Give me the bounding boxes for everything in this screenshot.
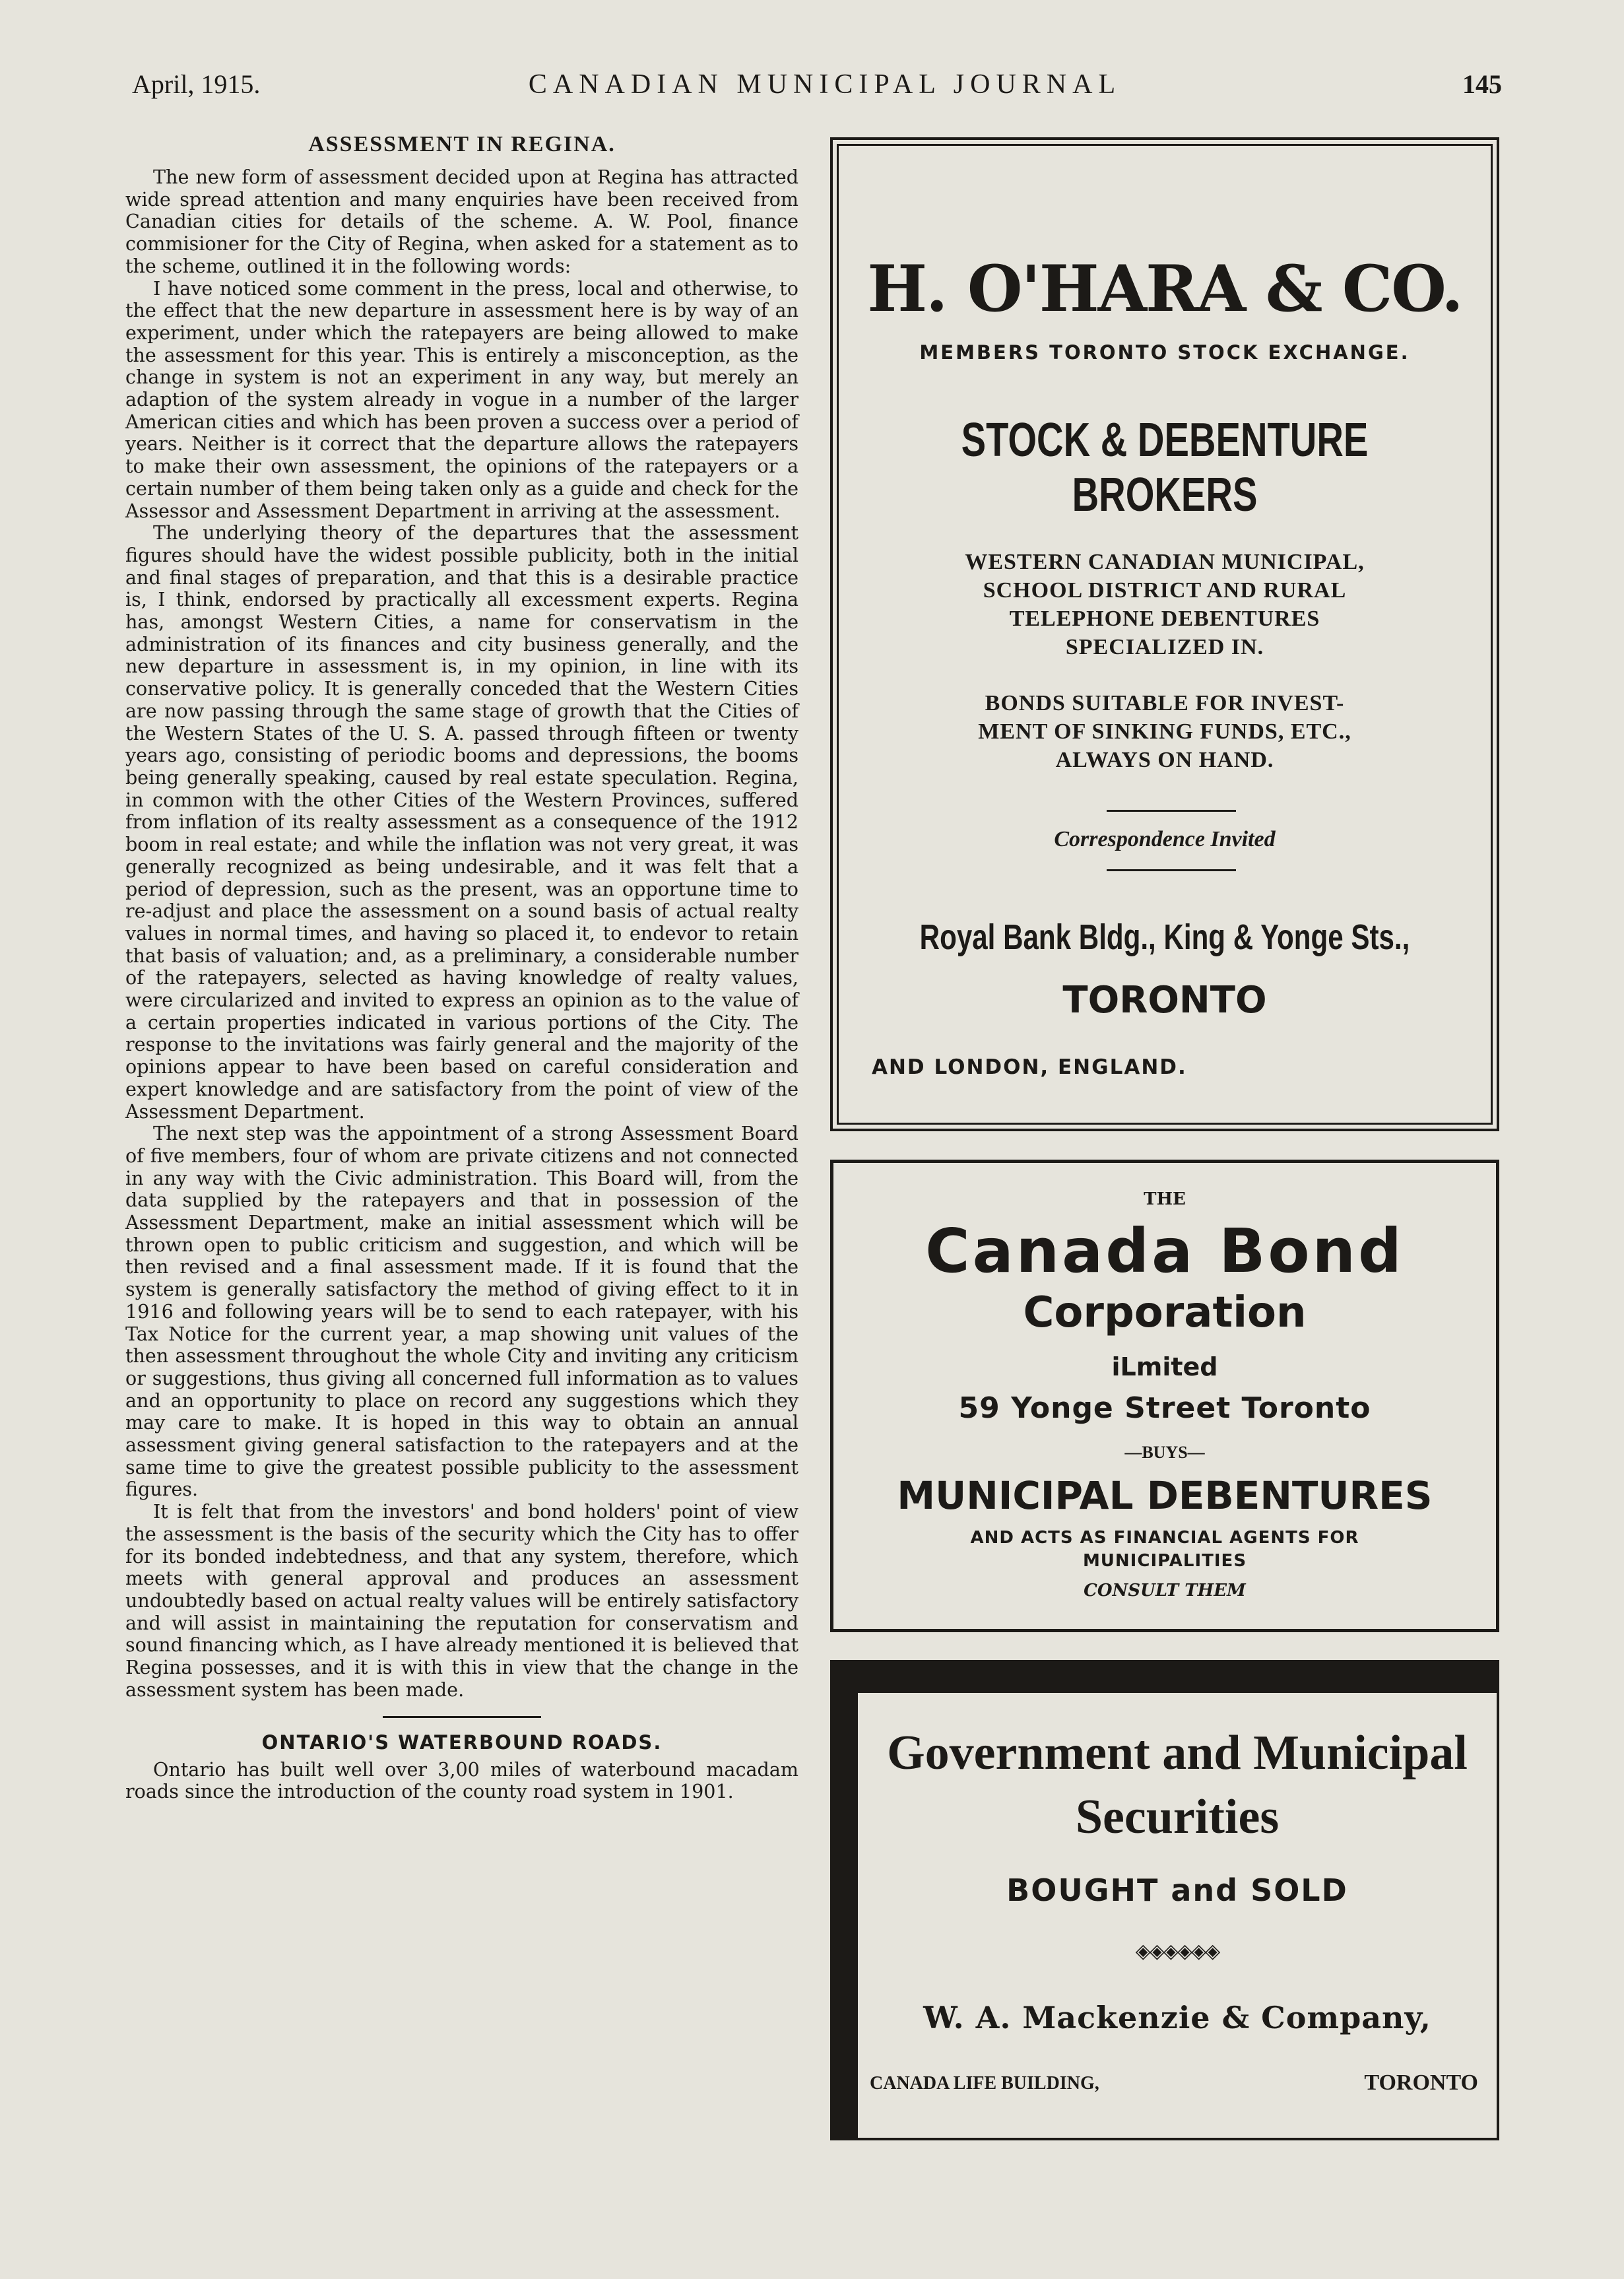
mackenzie-firm: W. A. Mackenzie & Company, <box>923 2000 1431 2035</box>
ohara-headline-1 <box>839 413 1491 467</box>
ohara-rule-top <box>1107 810 1236 812</box>
ohara-firm-name: H. O'HARA & CO. <box>867 251 1462 326</box>
article-paragraph: It is felt that from the investors' and bond holders' point of view the assessment is the basis of the security which the City has to offer for its bonded indebtedness, and that any system, therefore, which meets with general approval and produces an assessment undoubtedly based on actual realty values will be entirely satisfactory and will assist in maintaining the reputation for conservatism and sound financing which, as I have already mentioned it is believed that Regina possesses, and it is with this in view that the change in the assessment system has been made. <box>125 1500 798 1701</box>
canada-bond-the: THE <box>1144 1189 1186 1209</box>
article-paragraph: The next step was the appointment of a strong Assessment Board of five members, four of whom are private citizens and not connected in any way with the Civic administration. This Board will, from the data supplied by the ratepayers and that in possession of the Assessment Department, make an initial assessment which will be thrown open to public criticism and suggestion, and which will be then revised and a final assessment made. If it is found that the system is generally satisfactory the method of giving effect to it in 1916 and following years will be to send to each ratepayer, with his Tax Notice for the current year, a map showing unit values of the then assessment throughout the whole City and inviting any criticism or suggestions, thus giving all concerned full information as to values and an opportunity to place on record any suggestions which they may care to make. It is hoped in this way to obtain an annual assessment giving general satisfaction to the ratepayers and at the same time to give the greatest possible publicity to the assessment figures. <box>125 1122 798 1501</box>
ohara-address <box>839 917 1491 958</box>
section-divider <box>383 1716 541 1718</box>
canada-bond-buys: —BUYS— <box>1124 1443 1205 1462</box>
ohara-spec-line: SCHOOL DISTRICT AND RURAL <box>983 578 1347 603</box>
ohara-spec-line: SPECIALIZED IN. <box>1065 635 1264 659</box>
article-title: ASSESSMENT IN REGINA. <box>308 132 616 156</box>
page-number: 145 <box>1462 69 1502 99</box>
article-paragraph: The new form of assessment decided upon at Regina has attracted wide spread attention and many enquiries have been received from Canadian cities for details of the scheme. A. W. Pool, finance commisioner for the City of Regina, when asked for a statement as to the scheme, outlined it in the following words: <box>125 166 798 277</box>
ohara-headline-2 <box>839 468 1491 522</box>
ohara-bonds-line: BONDS SUITABLE FOR INVEST- <box>985 691 1345 715</box>
article-paragraph: I have noticed some comment in the press, local and otherwise, to the effect that the new departure in assessment here is by way of an experiment, under which the ratepayers are being allowed to make the assessment for this year. This is entirely a misconception, as the change in system is not an experiment in any way, but merely an adaption of the system already in vogue in a number of the larger American cities and which has been proven a success over a period of years. Neither is it correct that the departure allows the ratepayers to make their own assessment, the opinions of the ratepayers or a certain number of them being taken only as a guide and check for the Assessor and Assessment Department in arriving at the assessment. <box>125 277 798 522</box>
article-paragraph: The underlying theory of the departures that the assessment figures should have the widest possible publicity, both in the initial and final stages of preparation, and that this is a desirable practice is, I think, endorsed by practically all excessment experts. Regina has, amongst Western Cities, a name for conservatism in the administration of its finances and city business generally, and the new departure in assessment is, in my opinion, in line with its conservative policy. It is generally conceded that the Western Cities are now passing through the same stage of growth that the Cities of the Western States of the U. S. A. passed through fifteen or twenty years ago, consisting of periodic booms and depressions, the booms being generally speaking, caused by real estate speculation. Regina, in common with the other Cities of the Western Provinces, suffered from inflation of its realty assessment as a consequence of the 1912 boom in real estate; and while the inflation was not very great, it was generally recognized as being undesirable, and it was felt that a period of depression, such as the present, was an opportune time to re-adjust and place the assessment on a sound basis of actual realty values in normal times, and having so placed it, to endevor to retain that basis of valuation; and, as a preliminary, a considerable number of the ratepayers, selected as having knowledge of realty values, were circularized and invited to express an opinion as to the value of a certain properties indicated in various portions of the City. The response to the invitations was fairly general and the majority of the opinions appear to have been based on careful consideration and expert knowledge and are satisfactory from the point of view of the Assessment Department. <box>125 521 798 1123</box>
ohara-headline-2-text: BROKERS <box>1072 469 1258 521</box>
mackenzie-headline-1: Government and Municipal <box>887 1726 1468 1780</box>
ohara-membership: MEMBERS TORONTO STOCK EXCHANGE. <box>919 341 1410 364</box>
mackenzie-headline-2: Securities <box>1075 1790 1280 1844</box>
ohara-headline-1-text: STOCK & DEBENTURE <box>961 414 1369 467</box>
ohara-spec-line: TELEPHONE DEBENTURES <box>1009 607 1320 631</box>
ohara-rule-bottom <box>1107 869 1236 871</box>
ohara-correspondence: Correspondence Invited <box>1054 827 1276 851</box>
issue-date: April, 1915. <box>132 69 261 99</box>
article2-title: ONTARIO'S WATERBOUND ROADS. <box>261 1731 663 1754</box>
ohara-city: TORONTO <box>1062 979 1267 1022</box>
article-column <box>125 132 798 1803</box>
ohara-spec-line: WESTERN CANADIAN MUNICIPAL, <box>965 550 1365 574</box>
canada-bond-headline: MUNICIPAL DEBENTURES <box>897 1473 1433 1518</box>
canada-bond-agents-2: MUNICIPALITIES <box>1082 1551 1247 1571</box>
mackenzie-advertisement <box>830 1660 1499 2140</box>
mackenzie-ornament: ◈◈◈◈◈◈ <box>1135 1940 1219 1963</box>
mackenzie-border-band-left <box>833 1663 858 2138</box>
canada-bond-limited: iLmited <box>1111 1352 1218 1381</box>
canada-bond-name-1: Canada Bond <box>925 1216 1404 1286</box>
ohara-bonds-line: MENT OF SINKING FUNDS, ETC., <box>978 719 1351 744</box>
canada-bond-agents-1: AND ACTS AS FINANCIAL AGENTS FOR <box>970 1528 1359 1548</box>
canada-bond-consult: CONSULT THEM <box>1084 1581 1246 1601</box>
ohara-advertisement <box>830 137 1499 1131</box>
canada-bond-address: 59 Yonge Street Toronto <box>958 1391 1371 1425</box>
mackenzie-building: CANADA LIFE BUILDING, <box>870 2073 1099 2094</box>
journal-title: CANADIAN MUNICIPAL JOURNAL <box>528 69 1122 100</box>
article2-paragraph: Ontario has built well over 3,00 miles of waterbound macadam roads since the introduction of the county road system in 1901. <box>125 1758 798 1803</box>
ohara-london: AND LONDON, ENGLAND. <box>872 1055 1187 1079</box>
mackenzie-city: TORONTO <box>1364 2070 1478 2095</box>
ohara-address-text: Royal Bank Bldg., King & Yonge Sts., <box>919 917 1410 957</box>
running-header <box>132 69 1502 108</box>
canada-bond-name-2: Corporation <box>1023 1288 1307 1337</box>
ohara-bonds-line: ALWAYS ON HAND. <box>1055 748 1274 772</box>
canada-bond-advertisement <box>830 1160 1499 1632</box>
mackenzie-bought-sold: BOUGHT and SOLD <box>1006 1872 1348 1908</box>
